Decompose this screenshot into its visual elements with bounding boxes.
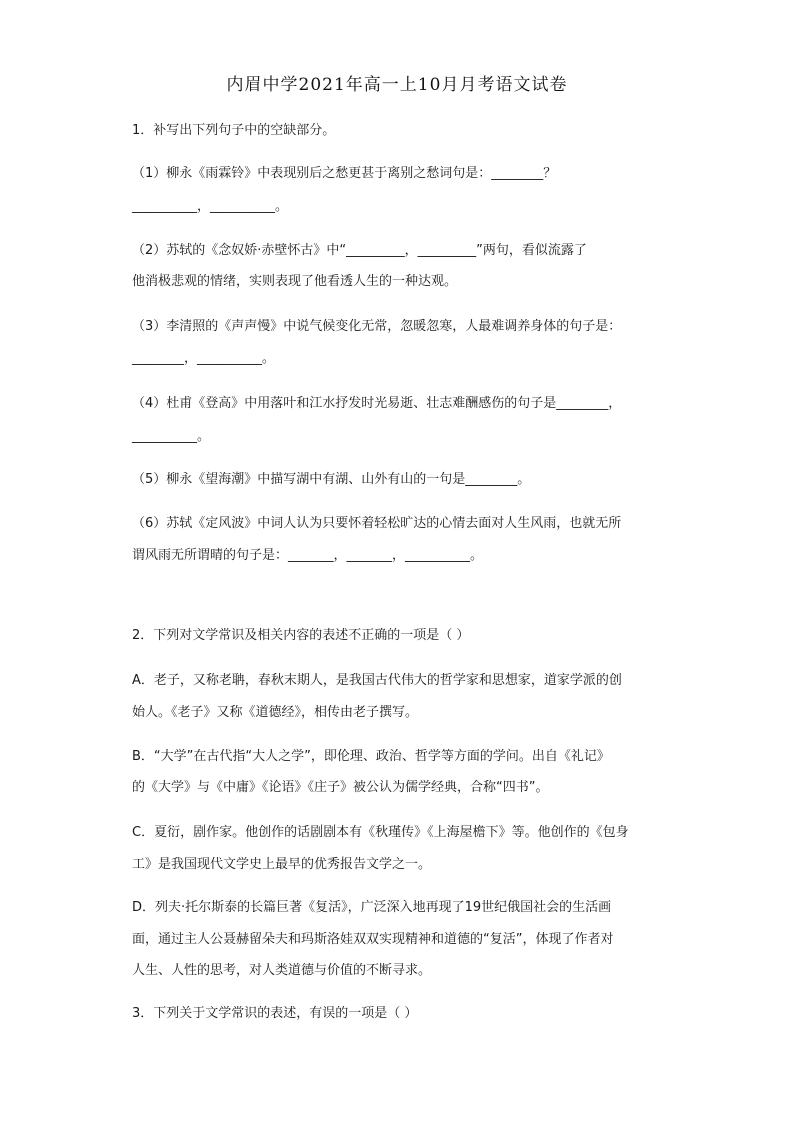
q2-option-a-line1: A．老子，又称老聃，春秋末期人，是我国古代伟大的哲学家和思想家，道家学派的创 <box>132 673 622 688</box>
q1-header: 1．补写出下列句子中的空缺部分。 <box>132 123 336 138</box>
q1-item1-line2: __________，__________。 <box>132 199 289 214</box>
q2-header: 2．下列对文学常识及相关内容的表述不正确的一项是（ ） <box>132 628 470 643</box>
exam-title: 内眉中学2021年高一上10月月考语文试卷 <box>226 75 568 95</box>
q2-option-d-line2: 面，通过主人公聂赫留朵夫和玛斯洛娃双双实现精神和道德的“复活”，体现了作者对 <box>132 932 614 947</box>
q2-option-a-line2: 始人。《老子》又称《道德经》，相传由老子撰写。 <box>132 705 419 720</box>
q2-option-d-line1: D．列夫·托尔斯泰的长篇巨著《复活》，广泛深入地再现了19世纪俄国社会的生活画 <box>132 900 612 915</box>
q2-option-b-line1: B．“大学”在古代指“大人之学”，即伦理、政治、哲学等方面的学问。出自《礼记》 <box>132 749 610 764</box>
q2-option-d-line3: 人生、人性的思考，对人类道德与价值的不断寻求。 <box>132 963 432 978</box>
q1-item3-line2: ________，__________。 <box>132 351 276 366</box>
q1-item6-line1: （6）苏轼《定风波》中词人认为只要怀着轻松旷达的心情去面对人生风雨，也就无所 <box>132 516 622 531</box>
q1-item4-line1: （4）杜甫《登高》中用落叶和江水抒发时光易逝、壮志难酬感伤的句子是________， <box>132 396 622 411</box>
q1-item4-line2: __________。 <box>132 429 211 444</box>
q2-option-b-line2: 的《大学》与《中庸》《论语》《庄子》被公认为儒学经典，合称“四书”。 <box>132 780 549 795</box>
q1-item6-line2: 谓风雨无所谓晴的句子是：_______，_______，__________。 <box>132 548 484 563</box>
q1-item2-line1: （2）苏轼的《念奴娇·赤壁怀古》中“_________，_________”两句，看似流露了 <box>132 243 587 258</box>
q2-option-c-line2: 工》是我国现代文学史上最早的优秀报告文学之一。 <box>132 857 432 872</box>
q1-item5-line1: （5）柳永《望海潮》中描写湖中有湖、山外有山的一句是________。 <box>132 472 531 487</box>
q1-item3-line1: （3）李清照的《声声慢》中说气候变化无常，忽暖忽寒，人最难调养身体的句子是： <box>132 319 622 334</box>
q3-header: 3．下列关于文学常识的表述，有误的一项是（ ） <box>132 1006 418 1021</box>
q2-option-c-line1: C．夏衍，剧作家。他创作的话剧剧本有《秋瑾传》《上海屋檐下》等。他创作的《包身 <box>132 825 629 840</box>
q1-item1-line1: （1）柳永《雨霖铃》中表现别后之愁更甚于离别之愁词句是：________？ <box>132 166 557 181</box>
q1-item2-line2: 他消极悲观的情绪，实则表现了他看透人生的一种达观。 <box>132 274 458 289</box>
